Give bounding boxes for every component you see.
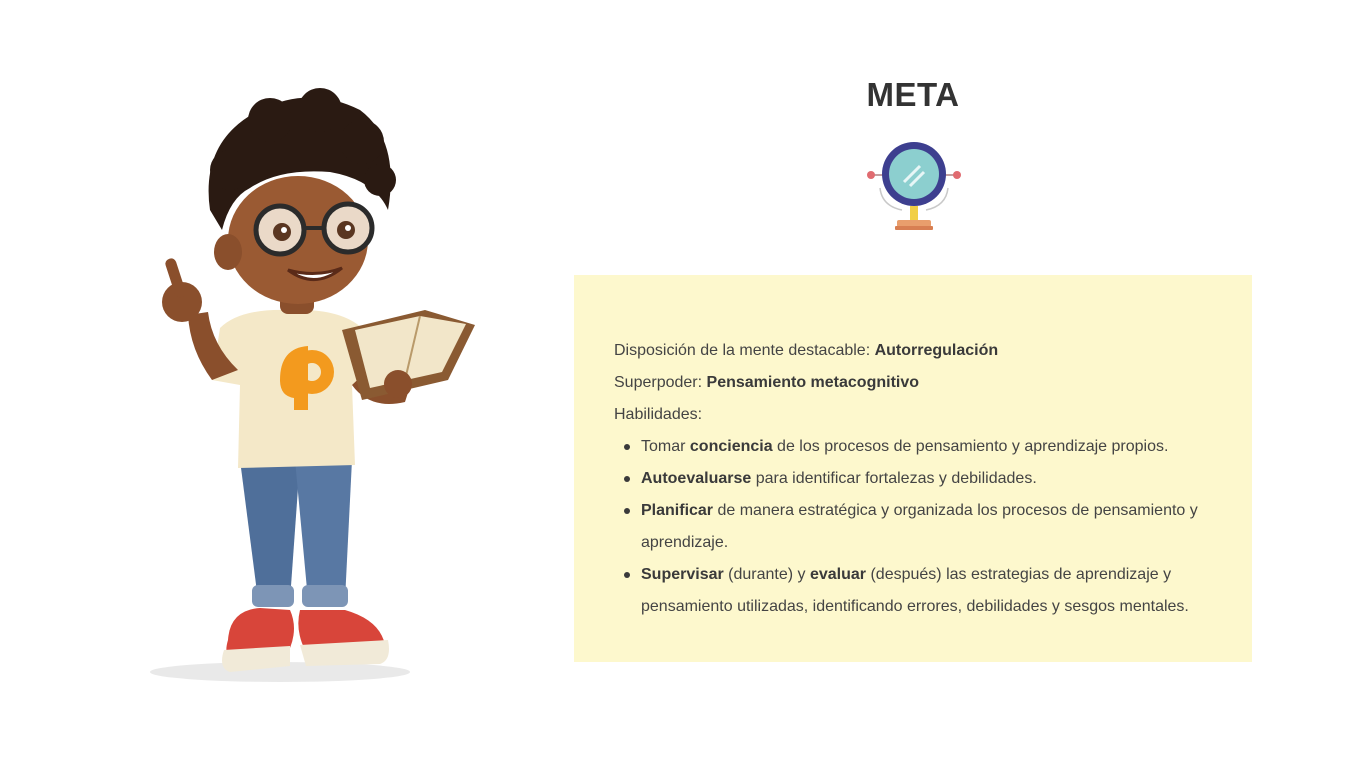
list-item: Tomar conciencia de los procesos de pensamiento y aprendizaje propios. [622, 431, 1220, 463]
list-item: Supervisar (durante) y evaluar (después) las estrategias de aprendizaje y pensamiento utilizadas, identificando errores, debilidades y sesgos mentales. [622, 559, 1220, 623]
superpower-value: Pensamiento metacognitivo [706, 374, 920, 391]
superpower-label: Superpoder: [614, 374, 707, 391]
page-title: META [866, 76, 960, 113]
list-item: Planificar de manera estratégica y organizada los procesos de pensamiento y aprendizaje. [622, 495, 1220, 559]
list-item: Autoevaluarse para identificar fortalezas y debilidades. [622, 463, 1220, 495]
boy-with-book-illustration [130, 80, 500, 690]
disposition-label: Disposición de la mente destacable: [614, 342, 875, 359]
superpower-line [614, 367, 1220, 399]
info-box [574, 275, 1252, 662]
disposition-value: Autorregulación [874, 342, 999, 359]
disposition-line [614, 335, 1220, 367]
mirror-icon [862, 136, 966, 236]
skills-list [622, 431, 1220, 623]
skills-label: Habilidades: [614, 406, 703, 423]
